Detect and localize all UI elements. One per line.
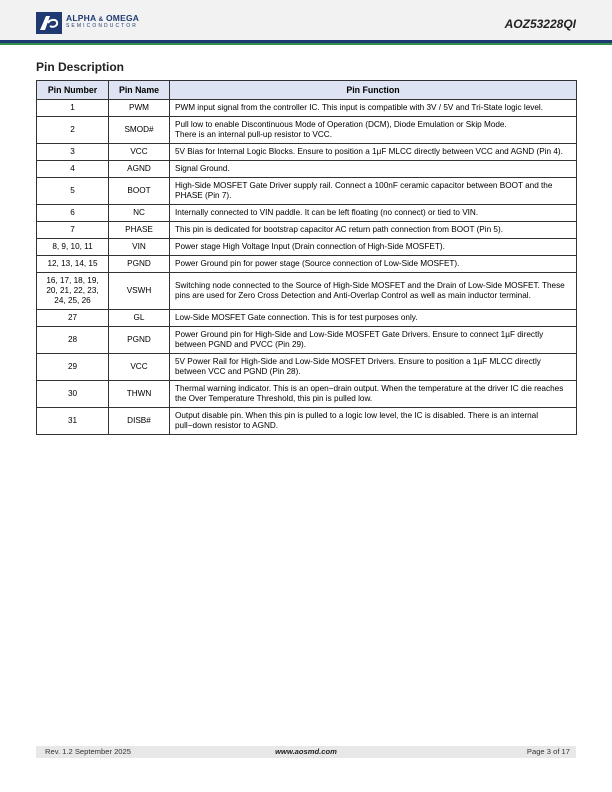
table-row	[37, 100, 577, 117]
pin-number-cell: 2	[37, 117, 109, 144]
pin-number-cell: 28	[37, 327, 109, 354]
pin-function-cell: Internally connected to VIN paddle. It can be left floating (no connect) or tied to VIN.	[170, 205, 577, 222]
footer-page-number: Page 3 of 17	[526, 747, 570, 756]
pin-name-cell: VCC	[109, 144, 170, 161]
table-row	[37, 205, 577, 222]
pin-function-cell: Power stage High Voltage Input (Drain connection of High-Side MOSFET).	[170, 239, 577, 256]
pin-name-cell: THWN	[109, 381, 170, 408]
header-rule-green	[0, 43, 612, 45]
table-row	[37, 161, 577, 178]
pin-number-cell: 6	[37, 205, 109, 222]
table-row	[37, 354, 577, 381]
pin-number-cell: 31	[37, 408, 109, 435]
pin-function-cell: 5V Bias for Internal Logic Blocks. Ensure to position a 1µF MLCC directly between VCC and AGND (Pin 4).	[170, 144, 577, 161]
pin-function-cell: Signal Ground.	[170, 161, 577, 178]
table-row	[37, 327, 577, 354]
header-pin-number: Pin Number	[37, 81, 109, 100]
pin-function-cell: 5V Power Rail for High-Side and Low-Side MOSFET Drivers. Ensure to position a 1µF MLCC directly between VCC and PGND (Pin 28).	[170, 354, 577, 381]
pin-name-cell: DISB#	[109, 408, 170, 435]
pin-name-cell: VIN	[109, 239, 170, 256]
table-row	[37, 239, 577, 256]
pin-description-table	[36, 80, 577, 435]
header-pin-name: Pin Name	[109, 81, 170, 100]
pin-function-cell: PWM input signal from the controller IC. This input is compatible with 3V / 5V and Tri-State logic level.	[170, 100, 577, 117]
footer-website[interactable]: www.aosmd.com	[275, 747, 337, 756]
pin-name-cell: GL	[109, 310, 170, 327]
table-row	[37, 178, 577, 205]
pin-name-cell: VCC	[109, 354, 170, 381]
pin-function-cell: Power Ground pin for High-Side and Low-Side MOSFET Gate Drivers. Ensure to connect 1µF directly between PGND and PVCC (Pin 29).	[170, 327, 577, 354]
pin-number-cell: 5	[37, 178, 109, 205]
pin-number-cell: 27	[37, 310, 109, 327]
pin-function-cell: Pull low to enable Discontinuous Mode of Operation (DCM), Diode Emulation or Skip Mode. There is an internal pull-up resistor to VCC.	[170, 117, 577, 144]
footer-revision: Rev. 1.2 September 2025	[45, 747, 131, 756]
pin-function-cell: Output disable pin. When this pin is pulled to a logic low level, the IC is disabled. There is an internal pull−down resistor to AGND.	[170, 408, 577, 435]
table-row	[37, 144, 577, 161]
section-title: Pin Description	[36, 60, 125, 74]
table-row	[37, 256, 577, 273]
header-pin-function: Pin Function	[170, 81, 577, 100]
table-row	[37, 222, 577, 239]
pin-function-cell: This pin is dedicated for bootstrap capacitor AC return path connection from BOOT (Pin 5).	[170, 222, 577, 239]
pin-number-cell: 29	[37, 354, 109, 381]
part-number: AOZ53228QI	[504, 17, 576, 31]
pin-name-cell: PHASE	[109, 222, 170, 239]
pin-function-cell: Low-Side MOSFET Gate connection. This is for test purposes only.	[170, 310, 577, 327]
pin-number-cell: 16, 17, 18, 19, 20, 21, 22, 23, 24, 25, 26	[37, 273, 109, 310]
table-row	[37, 310, 577, 327]
page-header	[0, 0, 612, 40]
pin-number-cell: 3	[37, 144, 109, 161]
pin-number-cell: 7	[37, 222, 109, 239]
pin-name-cell: BOOT	[109, 178, 170, 205]
logo-wordmark: ALPHA & OMEGA	[66, 13, 140, 23]
pin-function-cell: Switching node connected to the Source of High-Side MOSFET and the Drain of Low-Side MOSFET. These pins are used for Zero Cross Detection and Anti-Overlap Control as well as main inductor terminal.	[170, 273, 577, 310]
pin-number-cell: 4	[37, 161, 109, 178]
table-row	[37, 408, 577, 435]
pin-name-cell: NC	[109, 205, 170, 222]
pin-name-cell: VSWH	[109, 273, 170, 310]
pin-function-cell: High-Side MOSFET Gate Driver supply rail. Connect a 100nF ceramic capacitor between BOOT and the PHASE (Pin 7).	[170, 178, 577, 205]
pin-number-cell: 12, 13, 14, 15	[37, 256, 109, 273]
pin-name-cell: PGND	[109, 256, 170, 273]
page-footer	[36, 746, 576, 758]
pin-function-cell: Thermal warning indicator. This is an open−drain output. When the temperature at the driver IC die reaches the Over Temperature Threshold, this pin is pulled low.	[170, 381, 577, 408]
table-row	[37, 381, 577, 408]
table-row	[37, 117, 577, 144]
table-header-row	[37, 81, 577, 100]
pin-name-cell: PGND	[109, 327, 170, 354]
pin-name-cell: PWM	[109, 100, 170, 117]
table-row	[37, 273, 577, 310]
company-logo-icon	[36, 12, 62, 34]
pin-number-cell: 1	[37, 100, 109, 117]
pin-number-cell: 8, 9, 10, 11	[37, 239, 109, 256]
pin-number-cell: 30	[37, 381, 109, 408]
pin-function-cell: Power Ground pin for power stage (Source connection of Low-Side MOSFET).	[170, 256, 577, 273]
pin-name-cell: SMOD#	[109, 117, 170, 144]
logo-subtitle: SEMICONDUCTOR	[66, 23, 138, 29]
pin-name-cell: AGND	[109, 161, 170, 178]
